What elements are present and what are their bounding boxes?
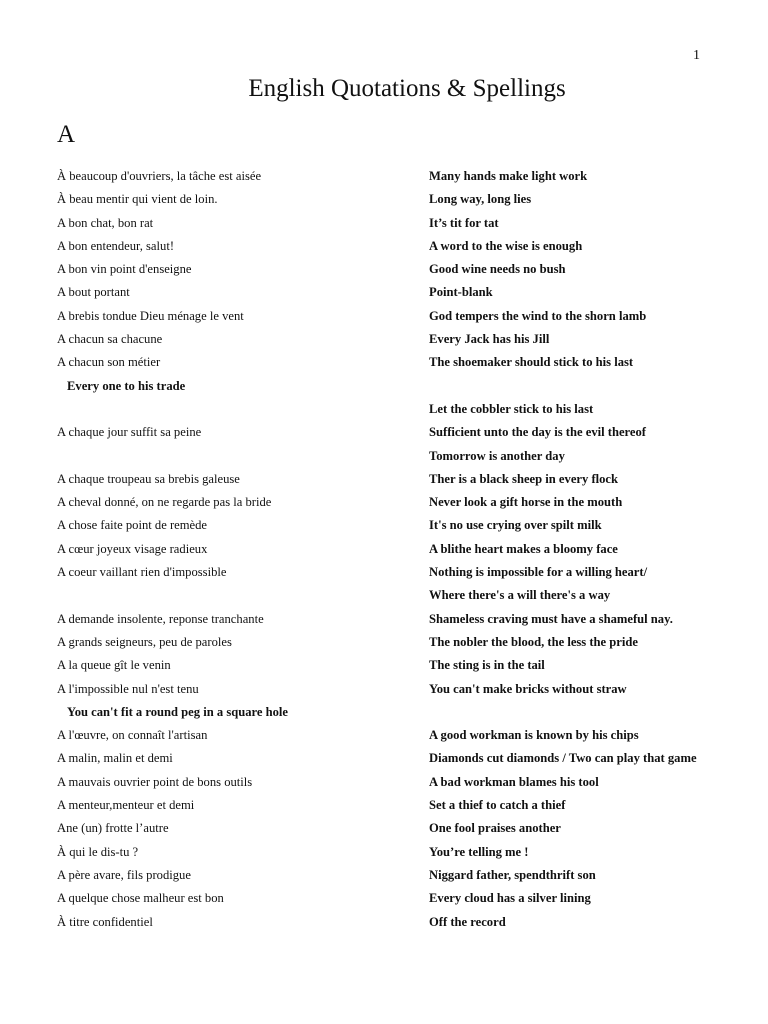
french-expression: A brebis tondue Dieu ménage le vent xyxy=(57,308,244,323)
french-expression: A l'impossible nul n'est tenu xyxy=(57,681,199,696)
quotation-row xyxy=(0,701,768,724)
english-equivalent: Shameless craving must have a shameful nay. xyxy=(429,611,673,626)
english-equivalent: A blithe heart makes a bloomy face xyxy=(429,541,618,556)
quotation-row xyxy=(0,561,768,584)
quotation-row xyxy=(0,398,768,421)
french-expression: A coeur vaillant rien d'impossible xyxy=(57,565,227,580)
quotation-row xyxy=(0,514,768,537)
quotation-row xyxy=(0,445,768,468)
french-expression: À beau mentir qui vient de loin. xyxy=(57,192,218,207)
quotation-row xyxy=(0,491,768,514)
quotation-row xyxy=(0,654,768,677)
quotation-row xyxy=(0,468,768,491)
quotation-row xyxy=(0,351,768,374)
french-expression: A chose faite point de remède xyxy=(57,518,208,533)
english-equivalent: Ther is a black sheep in every flock xyxy=(429,471,619,486)
quotation-row xyxy=(0,724,768,747)
english-equivalent: Tomorrow is another day xyxy=(429,448,565,463)
english-equivalent: Set a thief to catch a thief xyxy=(429,798,566,813)
english-equivalent: A bad workman blames his tool xyxy=(429,774,599,789)
french-expression: À titre confidentiel xyxy=(57,914,153,929)
french-expression: A chaque jour suffit sa peine xyxy=(57,425,202,440)
french-expression: A malin, malin et demi xyxy=(57,751,173,766)
english-equivalent: Every Jack has his Jill xyxy=(429,332,550,347)
english-equivalent: You can't make bricks without straw xyxy=(429,681,627,696)
quotation-list xyxy=(0,165,768,934)
quotation-row xyxy=(0,631,768,654)
quotation-row xyxy=(0,911,768,934)
quotation-row xyxy=(0,165,768,188)
french-expression: A père avare, fils prodigue xyxy=(57,867,191,882)
page-title: English Quotations & Spellings xyxy=(248,75,566,102)
quotation-row xyxy=(0,188,768,211)
french-expression: A bon entendeur, salut! xyxy=(57,238,175,253)
french-expression: A cheval donné, on ne regarde pas la bride xyxy=(57,495,272,510)
quotation-row xyxy=(0,864,768,887)
french-expression: A menteur,menteur et demi xyxy=(57,798,195,813)
french-expression: A mauvais ouvrier point de bons outils xyxy=(57,774,253,789)
english-equivalent: Every cloud has a silver lining xyxy=(429,891,591,906)
french-expression: A chaque troupeau sa brebis galeuse xyxy=(57,471,240,486)
quotation-row xyxy=(0,305,768,328)
quotation-row xyxy=(0,794,768,817)
french-expression: À qui le dis-tu ? xyxy=(57,844,139,859)
french-expression: A chacun sa chacune xyxy=(57,332,163,347)
quotation-row xyxy=(0,538,768,561)
quotation-row xyxy=(0,375,768,398)
french-expression: A cœur joyeux visage radieux xyxy=(57,541,208,556)
french-expression: A l'œuvre, on connaît l'artisan xyxy=(57,728,208,743)
quotation-row xyxy=(0,817,768,840)
quotation-row xyxy=(0,281,768,304)
english-equivalent: It's no use crying over spilt milk xyxy=(429,518,602,533)
french-expression: A bon chat, bon rat xyxy=(57,215,154,230)
english-equivalent: Diamonds cut diamonds / Two can play that game xyxy=(429,751,697,766)
english-equivalent: The nobler the blood, the less the pride xyxy=(429,634,638,649)
quotation-row xyxy=(0,608,768,631)
quotation-row xyxy=(0,841,768,864)
french-expression: Ane (un) frotte l’autre xyxy=(57,821,169,836)
french-expression: A bon vin point d'enseigne xyxy=(57,262,192,277)
quotation-row xyxy=(0,771,768,794)
english-equivalent: Niggard father, spendthrift son xyxy=(429,867,596,882)
english-equivalent: One fool praises another xyxy=(429,821,561,836)
english-note: You can't fit a round peg in a square hole xyxy=(67,704,289,719)
english-equivalent: A good workman is known by his chips xyxy=(429,728,639,743)
english-equivalent: Point-blank xyxy=(429,285,493,300)
quotation-row xyxy=(0,235,768,258)
english-equivalent: It’s tit for tat xyxy=(429,215,499,230)
english-note: Every one to his trade xyxy=(67,378,186,393)
quotation-row xyxy=(0,678,768,701)
english-equivalent: Where there's a will there's a way xyxy=(429,588,611,603)
french-expression: A chacun son métier xyxy=(57,355,161,370)
english-equivalent: Never look a gift horse in the mouth xyxy=(429,495,623,510)
french-expression: A demande insolente, reponse tranchante xyxy=(57,611,264,626)
english-equivalent: The shoemaker should stick to his last xyxy=(429,355,634,370)
quotation-row xyxy=(0,887,768,910)
french-expression: A la queue gît le venin xyxy=(57,658,171,673)
quotation-row xyxy=(0,584,768,607)
english-equivalent: Sufficient unto the day is the evil thereof xyxy=(429,425,646,440)
english-equivalent: Many hands make light work xyxy=(429,169,588,183)
section-letter: A xyxy=(57,121,76,148)
english-equivalent: Good wine needs no bush xyxy=(429,262,566,277)
french-expression: A grands seigneurs, peu de paroles xyxy=(57,634,232,649)
quotation-row xyxy=(0,212,768,235)
page-number: 1 xyxy=(693,48,700,63)
english-equivalent: You’re telling me ! xyxy=(429,844,529,859)
quotation-row xyxy=(0,747,768,770)
english-equivalent: God tempers the wind to the shorn lamb xyxy=(429,308,647,323)
french-expression: À beaucoup d'ouvriers, la tâche est aisée xyxy=(57,169,262,183)
quotation-row xyxy=(0,328,768,351)
quotation-row xyxy=(0,421,768,444)
english-equivalent: Long way, long lies xyxy=(429,192,532,207)
english-equivalent: Off the record xyxy=(429,914,506,929)
french-expression: A quelque chose malheur est bon xyxy=(57,891,224,906)
english-equivalent: A word to the wise is enough xyxy=(429,238,583,253)
quotation-row xyxy=(0,258,768,281)
english-equivalent: Nothing is impossible for a willing heart/ xyxy=(429,565,648,580)
french-expression: A bout portant xyxy=(57,285,130,300)
english-equivalent: Let the cobbler stick to his last xyxy=(429,401,594,416)
english-equivalent: The sting is in the tail xyxy=(429,658,545,673)
